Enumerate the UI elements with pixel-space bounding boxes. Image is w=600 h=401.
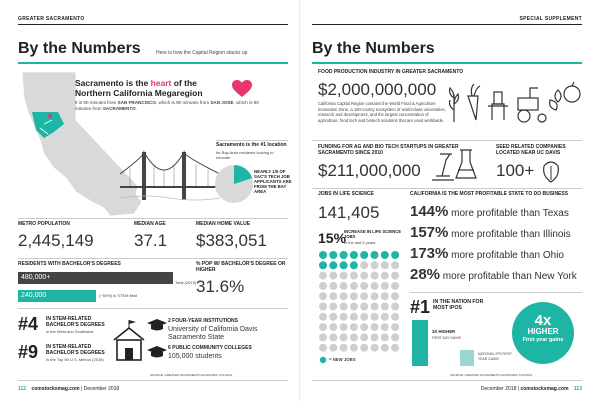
source-right: SOURCE: GREATER SACRAMENTO ECONOMIC COUNCIL bbox=[450, 373, 533, 377]
tagline: Here is how the Capital Region stacks up bbox=[156, 50, 248, 56]
funding-value: $211,000,000 bbox=[318, 161, 421, 180]
job-dot bbox=[391, 333, 399, 341]
jobs-value: 141,405 bbox=[318, 203, 380, 222]
tech-title: Sacramento is the #1 location bbox=[216, 142, 287, 148]
job-dot bbox=[371, 303, 379, 311]
tech-subtitle: for Bay Area residents looking to relocate bbox=[216, 150, 274, 161]
job-dot bbox=[319, 313, 327, 321]
job-dot bbox=[360, 251, 368, 259]
job-dot bbox=[319, 303, 327, 311]
rank1-sub: in the West and Southwest bbox=[46, 329, 94, 334]
job-dot bbox=[319, 251, 327, 259]
job-dot bbox=[350, 261, 358, 269]
job-dot bbox=[371, 344, 379, 352]
stem-note: (~50%) in STEM field bbox=[99, 293, 137, 298]
job-dot bbox=[340, 272, 348, 280]
job-dot bbox=[350, 251, 358, 259]
job-dot bbox=[371, 251, 379, 259]
nation-label: IN THE NATION FOR MOST IPOS bbox=[433, 299, 484, 311]
new-jobs-label: = NEW JOBS bbox=[329, 357, 356, 362]
grad-cap-icon-2 bbox=[147, 345, 167, 359]
seed-icon bbox=[540, 158, 562, 184]
profit-row: 28% more profitable than New York bbox=[410, 266, 577, 283]
sac-state: Sacramento State bbox=[168, 334, 225, 341]
national-ipo-label: NATIONAL IPO FIRST YEAR GAINS bbox=[478, 352, 513, 361]
job-dot bbox=[391, 282, 399, 290]
job-dot bbox=[329, 313, 337, 321]
job-dot bbox=[340, 261, 348, 269]
grad-cap-icon bbox=[147, 318, 167, 332]
job-dot bbox=[391, 292, 399, 300]
job-dot bbox=[329, 344, 337, 352]
job-dot bbox=[319, 333, 327, 341]
seed-label: SEED RELATED COMPANIES LOCATED NEAR UC DAVIS bbox=[496, 144, 566, 156]
rank2-number: #9 bbox=[18, 342, 39, 362]
job-dot bbox=[329, 272, 337, 280]
bach-label: RESIDENTS WITH BACHELOR'S DEGREES bbox=[18, 261, 121, 267]
job-dot bbox=[360, 292, 368, 300]
job-dot bbox=[319, 292, 327, 300]
section-header-left: GREATER SACRAMENTO bbox=[18, 16, 85, 22]
nation-number: #1 bbox=[410, 297, 431, 317]
bridge-illustration bbox=[120, 148, 220, 206]
food-description: California Capital Region contains the World Food & Agriculture Innovation Zone, a 100-county ecosystem of world-class universities, research and development, and the largest concentration of agriculture, food tech and biotech solutions that are used worldwide. bbox=[318, 101, 446, 124]
job-dot bbox=[371, 292, 379, 300]
job-dot bbox=[350, 282, 358, 290]
job-dot bbox=[391, 323, 399, 331]
job-dot bbox=[350, 272, 358, 280]
age-label: MEDIAN AGE bbox=[134, 221, 166, 227]
job-dot bbox=[329, 303, 337, 311]
footer-left: 112 comstocksmag.com | December 2018 bbox=[18, 386, 120, 392]
job-dot bbox=[340, 323, 348, 331]
job-dot bbox=[391, 303, 399, 311]
section-header-right: SPECIAL SUPPLEMENT bbox=[519, 16, 582, 22]
profit-label: CALIFORNIA IS THE MOST PROFITABLE STATE TO DO BUSINESS bbox=[410, 191, 569, 197]
job-dot bbox=[340, 282, 348, 290]
profit-row: 157% more profitable than Illinois bbox=[410, 224, 571, 241]
footer-right: December 2018 | comstocksmag.com 113 bbox=[480, 386, 582, 392]
job-dot bbox=[360, 303, 368, 311]
pop-label: METRO POPULATION bbox=[18, 221, 70, 227]
job-dot bbox=[360, 272, 368, 280]
increase-pct: 15% bbox=[318, 230, 347, 246]
job-dot bbox=[360, 323, 368, 331]
bach-stem-value: 240,000 bbox=[21, 292, 47, 299]
job-dot bbox=[381, 303, 389, 311]
pop-bach-label: % POP W/ BACHELOR'S DEGREE OR HIGHER bbox=[196, 261, 286, 273]
job-dot bbox=[381, 251, 389, 259]
heart-headline: Sacramento is the heart of the Northern California Megaregion bbox=[75, 78, 203, 99]
heart-description: It is 90 minutes from SAN FRANCISCO, which is 90 minutes from SAN JOSE, which is 90 minutes from SACRAMENTO. bbox=[75, 100, 259, 112]
job-dot bbox=[329, 292, 337, 300]
four-year-label: 2 FOUR-YEAR INSTITUTIONS bbox=[168, 318, 239, 324]
bar-3x-label: 3X HIGHER bbox=[432, 329, 456, 334]
job-dot bbox=[381, 272, 389, 280]
lab-icons bbox=[426, 146, 486, 182]
funding-label: FUNDING FOR AG AND BIO TECH STARTUPS IN GREATER SACRAMENTO SINCE 2010 bbox=[318, 144, 459, 156]
job-dot bbox=[360, 313, 368, 321]
job-dot bbox=[319, 261, 327, 269]
relocation-pie-chart bbox=[214, 164, 254, 204]
job-dot bbox=[381, 292, 389, 300]
job-dot bbox=[340, 292, 348, 300]
job-dot bbox=[371, 261, 379, 269]
job-dot bbox=[319, 323, 327, 331]
ipo-4x-circle: 4x HIGHER First year gains bbox=[512, 302, 574, 364]
job-dot bbox=[329, 282, 337, 290]
source-left: SOURCE: GREATER SACRAMENTO ECONOMIC COUNCIL bbox=[150, 373, 233, 377]
job-dot bbox=[391, 261, 399, 269]
job-dot bbox=[319, 272, 327, 280]
job-dot bbox=[350, 344, 358, 352]
job-dot bbox=[340, 333, 348, 341]
rank1-number: #4 bbox=[18, 314, 39, 334]
job-dot bbox=[381, 282, 389, 290]
job-dot bbox=[391, 251, 399, 259]
job-dot bbox=[360, 333, 368, 341]
jobs-dot-grid bbox=[318, 250, 402, 354]
profit-list bbox=[410, 203, 577, 287]
job-dot bbox=[371, 323, 379, 331]
job-dot bbox=[381, 333, 389, 341]
heart-icon bbox=[232, 80, 252, 98]
profit-row: 144% more profitable than Texas bbox=[410, 203, 569, 220]
profit-row: 173% more profitable than Ohio bbox=[410, 245, 564, 262]
job-dot bbox=[360, 282, 368, 290]
rank2-title: IN STEM-RELATED BACHELOR'S DEGREES bbox=[46, 344, 105, 356]
increase-label: INCREASE IN LIFE SCIENCE JOBS bbox=[344, 229, 402, 239]
job-dot bbox=[381, 323, 389, 331]
job-dot bbox=[350, 303, 358, 311]
job-dot bbox=[319, 344, 327, 352]
cc-students: 105,000 students bbox=[168, 353, 222, 360]
cc-label: 6 PUBLIC COMMUNITY COLLEGES bbox=[168, 345, 252, 351]
page-title-left: By the Numbers bbox=[18, 40, 141, 57]
job-dot bbox=[371, 272, 379, 280]
job-dot bbox=[381, 261, 389, 269]
job-dot bbox=[360, 261, 368, 269]
total-note: Total (2015) bbox=[175, 280, 197, 285]
job-dot bbox=[381, 344, 389, 352]
job-dot bbox=[371, 313, 379, 321]
uc-davis: University of California Davis bbox=[168, 326, 258, 333]
job-dot bbox=[329, 333, 337, 341]
age-value: 37.1 bbox=[134, 231, 168, 250]
ipo-3x-bar bbox=[412, 320, 428, 366]
job-dot bbox=[391, 344, 399, 352]
food-value: $2,000,000,000 bbox=[318, 80, 437, 99]
food-label: FOOD PRODUCTION INDUSTRY IN GREATER SACRAMENTO bbox=[318, 69, 464, 75]
job-dot bbox=[350, 333, 358, 341]
national-ipo-bar bbox=[460, 350, 474, 366]
job-dot bbox=[360, 344, 368, 352]
job-dot bbox=[381, 313, 389, 321]
increase-sub: in the last 5 years bbox=[344, 240, 376, 245]
pop-bach-value: 31.6% bbox=[196, 277, 245, 296]
bach-total-value: 480,000+ bbox=[21, 274, 51, 281]
job-dot bbox=[329, 323, 337, 331]
page-title-right: By the Numbers bbox=[312, 40, 435, 57]
job-dot bbox=[329, 261, 337, 269]
job-dot bbox=[319, 282, 327, 290]
agriculture-icons bbox=[448, 76, 584, 124]
bar-3x-sub: FIRST DAY GAINS bbox=[432, 336, 461, 340]
new-jobs-legend-dot bbox=[319, 356, 327, 364]
job-dot bbox=[340, 251, 348, 259]
pie-label: NEARLY 1/5 OF SAC'S TECH JOB APPLICANTS ARE FROM THE BAY AREA bbox=[254, 169, 292, 194]
job-dot bbox=[350, 292, 358, 300]
job-dot bbox=[340, 313, 348, 321]
rank1-title: IN STEM-RELATED BACHELOR'S DEGREES bbox=[46, 316, 105, 328]
job-dot bbox=[391, 272, 399, 280]
home-label: MEDIAN HOME VALUE bbox=[196, 221, 251, 227]
job-dot bbox=[371, 282, 379, 290]
jobs-label: JOBS IN LIFE SCIENCE bbox=[318, 191, 374, 197]
job-dot bbox=[340, 344, 348, 352]
rank2-sub: in the Top 50 U.S. Metros (2016) bbox=[46, 357, 104, 362]
pop-value: 2,445,149 bbox=[18, 231, 94, 250]
job-dot bbox=[340, 303, 348, 311]
job-dot bbox=[391, 313, 399, 321]
job-dot bbox=[350, 323, 358, 331]
job-dot bbox=[350, 313, 358, 321]
seed-value: 100+ bbox=[496, 161, 535, 180]
home-value: $383,051 bbox=[196, 231, 267, 250]
job-dot bbox=[371, 333, 379, 341]
schoolhouse-icon bbox=[112, 318, 146, 362]
job-dot bbox=[329, 251, 337, 259]
